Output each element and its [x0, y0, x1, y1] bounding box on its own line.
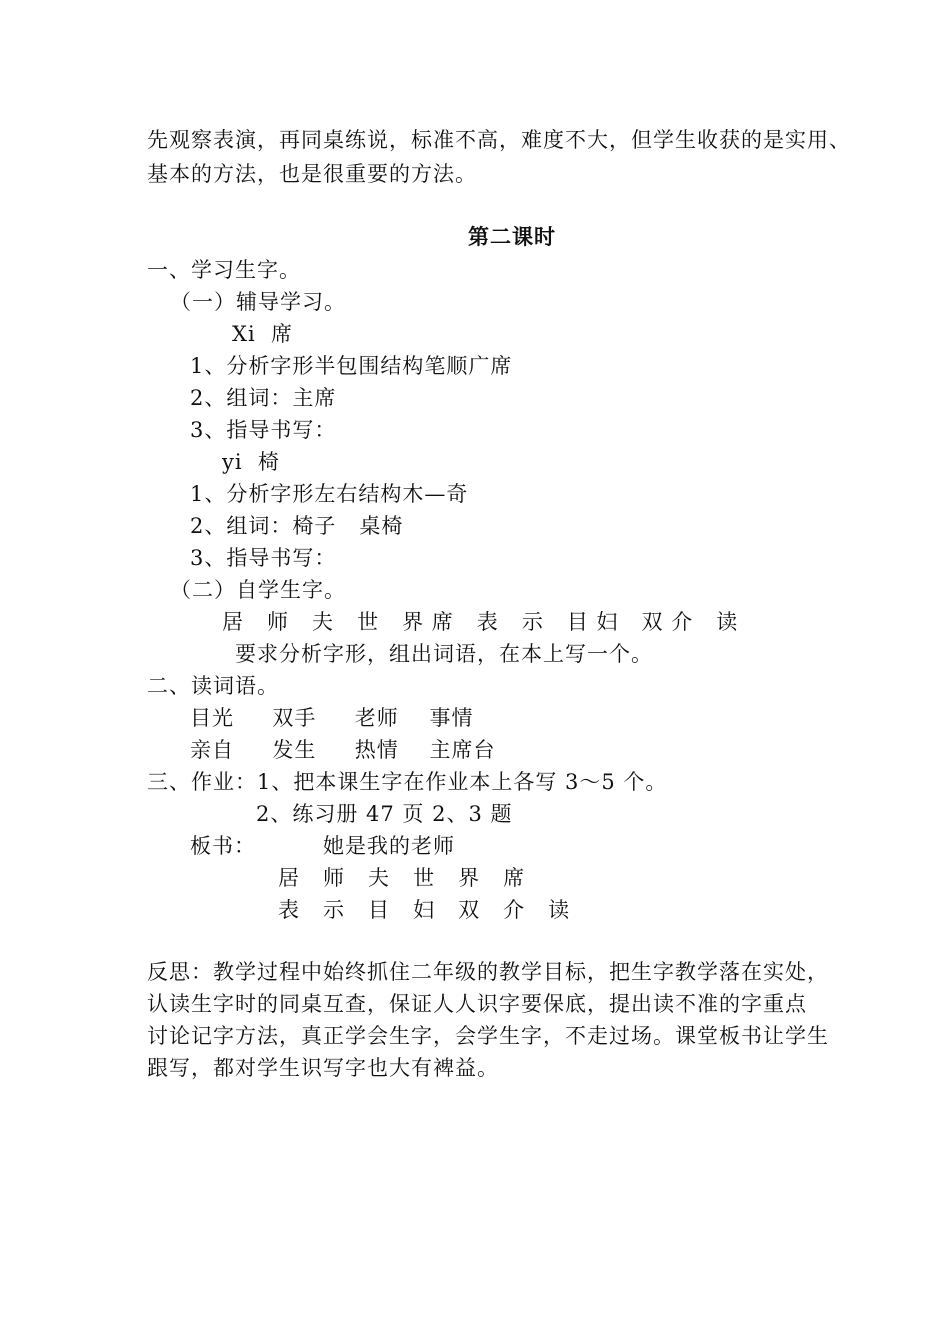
self-study-chars: 居 师 夫 世 界 席 表 示 目 妇 双 介 读 — [222, 610, 739, 634]
char2-step3: 3、指导书写： — [190, 546, 337, 570]
part1-heading: 一、学习生字。 — [147, 258, 301, 282]
part3-heading: 三、作业：1、把本课生字在作业本上各写 3～5 个。 — [147, 770, 668, 794]
sub1-heading: （一）辅导学习。 — [170, 290, 346, 314]
char2-step1: 1、分析字形左右结构木—奇 — [190, 482, 469, 506]
word-row-1: 目光 双手 老师 事情 — [190, 706, 474, 730]
char2-pinyin: yi 椅 — [222, 450, 280, 474]
char1-step2: 2、组词：主席 — [190, 386, 337, 410]
part2-heading: 二、读词语。 — [147, 674, 279, 698]
board-row-2: 表 示 目 妇 双 介 读 — [278, 898, 571, 922]
reflection-line-2: 认读生字时的同桌互查，保证人人识字要保底，提出读不准的字重点 — [147, 992, 807, 1016]
reflection-line-3: 讨论记字方法，真正学会生字，会学生字，不走过场。课堂板书让学生 — [147, 1024, 829, 1048]
word-row-2: 亲自 发生 热情 主席台 — [190, 738, 496, 762]
reflection-line-1: 反思：教学过程中始终抓住二年级的教学目标，把生字教学落在实处， — [147, 960, 829, 984]
section-title: 第二课时 — [468, 224, 556, 249]
self-study-requirement: 要求分析字形，组出词语，在本上写一个。 — [235, 642, 653, 666]
homework-item-2: 2、练习册 47 页 2、3 题 — [256, 802, 513, 826]
board-title: 她是我的老师 — [323, 834, 455, 858]
intro-line-1: 先观察表演，再同桌练说，标准不高，难度不大，但学生收获的是实用、 — [147, 128, 851, 152]
char1-pinyin: Xi 席 — [232, 322, 294, 346]
char1-step3: 3、指导书写： — [190, 418, 337, 442]
intro-line-2: 基本的方法，也是很重要的方法。 — [147, 162, 477, 186]
char2-step2: 2、组词：椅子 桌椅 — [190, 514, 404, 538]
reflection-line-4: 跟写，都对学生识写字也大有裨益。 — [147, 1056, 499, 1080]
sub2-heading: （二）自学生字。 — [170, 578, 346, 602]
board-label: 板书： — [190, 834, 256, 858]
char1-step1: 1、分析字形半包围结构笔顺广席 — [190, 354, 513, 378]
board-row-1: 居 师 夫 世 界 席 — [278, 866, 526, 890]
